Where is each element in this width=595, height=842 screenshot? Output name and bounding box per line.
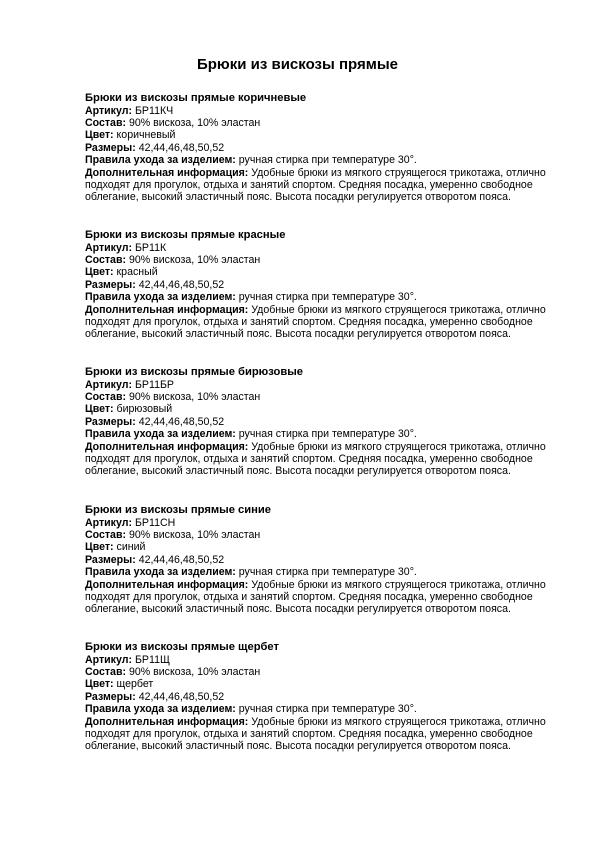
article-label: Артикул:: [85, 653, 132, 666]
color-value: коричневый: [116, 129, 176, 142]
care-label: Правила ухода за изделием:: [85, 703, 236, 716]
care-row: [85, 291, 550, 303]
care-label: Правила ухода за изделием:: [85, 291, 236, 304]
info-label: Дополнительная информация:: [85, 578, 249, 591]
article-label: Артикул:: [85, 241, 132, 254]
document-title: Брюки из вискозы прямые: [196, 56, 398, 73]
composition-row: [85, 529, 550, 541]
sizes-value: 42,44,46,48,50,52: [138, 278, 225, 291]
sizes-label: Размеры:: [85, 690, 136, 703]
info-label: Дополнительная информация:: [85, 440, 249, 453]
sizes-row: [85, 416, 550, 428]
composition-value: 90% вискоза, 10% эластан: [128, 529, 261, 541]
info-value: Удобные брюки из мягкого струящегося трикотажа, отлично подходят для прогулок, отдыха и занятий спортом. Средняя посадка, умеренно свободное облегание, высокий эластичный пояс. Высота посадки регулируется отворотом пояса.: [85, 303, 546, 341]
color-label: Цвет:: [85, 541, 114, 554]
article-value: БР11КЧ: [134, 104, 174, 117]
info-value: Удобные брюки из мягкого струящегося трикотажа, отлично подходят для прогулок, отдыха и занятий спортом. Средняя посадка, умеренно свободное облегание, высокий эластичный пояс. Высота посадки регулируется отворотом пояса.: [85, 578, 546, 616]
info-value: Удобные брюки из мягкого струящегося трикотажа, отлично подходят для прогулок, отдыха и занятий спортом. Средняя посадка, умеренно свободное облегание, высокий эластичный пояс. Высота посадки регулируется отворотом пояса.: [85, 715, 546, 753]
composition-label: Состав:: [85, 529, 126, 541]
sizes-label: Размеры:: [85, 141, 136, 154]
care-value: ручная стирка при температуре 30°.: [238, 566, 417, 579]
care-row: [85, 154, 550, 166]
care-row: [85, 428, 550, 440]
sizes-value: 42,44,46,48,50,52: [138, 141, 225, 154]
product-block: [85, 229, 550, 341]
care-value: ручная стирка при температуре 30°.: [238, 428, 417, 441]
article-value: БР11Щ: [134, 653, 170, 666]
color-label: Цвет:: [85, 403, 114, 416]
product-name: Брюки из вискозы прямые щербет: [85, 641, 279, 653]
info-row: [85, 716, 550, 753]
info-value: Удобные брюки из мягкого струящегося трикотажа, отлично подходят для прогулок, отдыха и занятий спортом. Средняя посадка, умеренно свободное облегание, высокий эластичный пояс. Высота посадки регулируется отворотом пояса.: [85, 440, 546, 478]
care-label: Правила ухода за изделием:: [85, 154, 236, 167]
article-value: БР11БР: [134, 378, 174, 391]
sizes-row: [85, 554, 550, 566]
composition-row: [85, 666, 550, 678]
info-row: [85, 304, 550, 341]
color-row: [85, 129, 550, 141]
color-label: Цвет:: [85, 678, 114, 691]
composition-label: Состав:: [85, 117, 126, 129]
product-name: Брюки из вискозы прямые красные: [85, 229, 286, 241]
color-row: [85, 678, 550, 690]
article-row: [85, 379, 550, 391]
article-row: [85, 517, 550, 529]
product-block: [85, 504, 550, 616]
article-row: [85, 242, 550, 254]
sizes-row: [85, 279, 550, 291]
color-value: бирюзовый: [116, 403, 173, 416]
sizes-value: 42,44,46,48,50,52: [138, 415, 225, 428]
sizes-row: [85, 142, 550, 154]
article-row: [85, 105, 550, 117]
composition-row: [85, 117, 550, 129]
info-row: [85, 167, 550, 204]
article-label: Артикул:: [85, 104, 132, 117]
sizes-label: Размеры:: [85, 553, 136, 566]
care-row: [85, 566, 550, 578]
composition-value: 90% вискоза, 10% эластан: [128, 254, 261, 266]
composition-value: 90% вискоза, 10% эластан: [128, 117, 261, 129]
care-label: Правила ухода за изделием:: [85, 428, 236, 441]
info-label: Дополнительная информация:: [85, 303, 249, 316]
info-value: Удобные брюки из мягкого струящегося трикотажа, отлично подходят для прогулок, отдыха и занятий спортом. Средняя посадка, умеренно свободное облегание, высокий эластичный пояс. Высота посадки регулируется отворотом пояса.: [85, 166, 546, 204]
color-value: щербет: [116, 678, 154, 691]
info-row: [85, 441, 550, 478]
color-value: красный: [116, 266, 158, 279]
composition-label: Состав:: [85, 391, 126, 403]
product-name: Брюки из вискозы прямые бирюзовые: [85, 366, 303, 378]
color-label: Цвет:: [85, 266, 114, 279]
sizes-value: 42,44,46,48,50,52: [138, 690, 225, 703]
product-block: [85, 92, 550, 204]
composition-value: 90% вискоза, 10% эластан: [128, 391, 261, 403]
composition-value: 90% вискоза, 10% эластан: [128, 666, 261, 678]
info-label: Дополнительная информация:: [85, 715, 249, 728]
care-row: [85, 703, 550, 715]
sizes-label: Размеры:: [85, 415, 136, 428]
care-label: Правила ухода за изделием:: [85, 566, 236, 579]
composition-row: [85, 391, 550, 403]
info-label: Дополнительная информация:: [85, 166, 249, 179]
color-label: Цвет:: [85, 129, 114, 142]
product-name: Брюки из вискозы прямые коричневые: [85, 92, 307, 104]
article-label: Артикул:: [85, 378, 132, 391]
article-value: БР11СН: [134, 516, 176, 529]
composition-row: [85, 254, 550, 266]
color-row: [85, 266, 550, 278]
color-row: [85, 541, 550, 553]
care-value: ручная стирка при температуре 30°.: [238, 154, 417, 167]
care-value: ручная стирка при температуре 30°.: [238, 291, 417, 304]
composition-label: Состав:: [85, 666, 126, 678]
composition-label: Состав:: [85, 254, 126, 266]
article-value: БР11К: [134, 241, 167, 254]
info-row: [85, 579, 550, 616]
color-row: [85, 403, 550, 415]
article-label: Артикул:: [85, 516, 132, 529]
sizes-label: Размеры:: [85, 278, 136, 291]
product-block: [85, 366, 550, 478]
article-row: [85, 654, 550, 666]
product-name: Брюки из вискозы прямые синие: [85, 504, 271, 516]
sizes-value: 42,44,46,48,50,52: [138, 553, 225, 566]
sizes-row: [85, 691, 550, 703]
product-block: [85, 641, 550, 753]
color-value: синий: [116, 541, 146, 554]
care-value: ручная стирка при температуре 30°.: [238, 703, 417, 716]
